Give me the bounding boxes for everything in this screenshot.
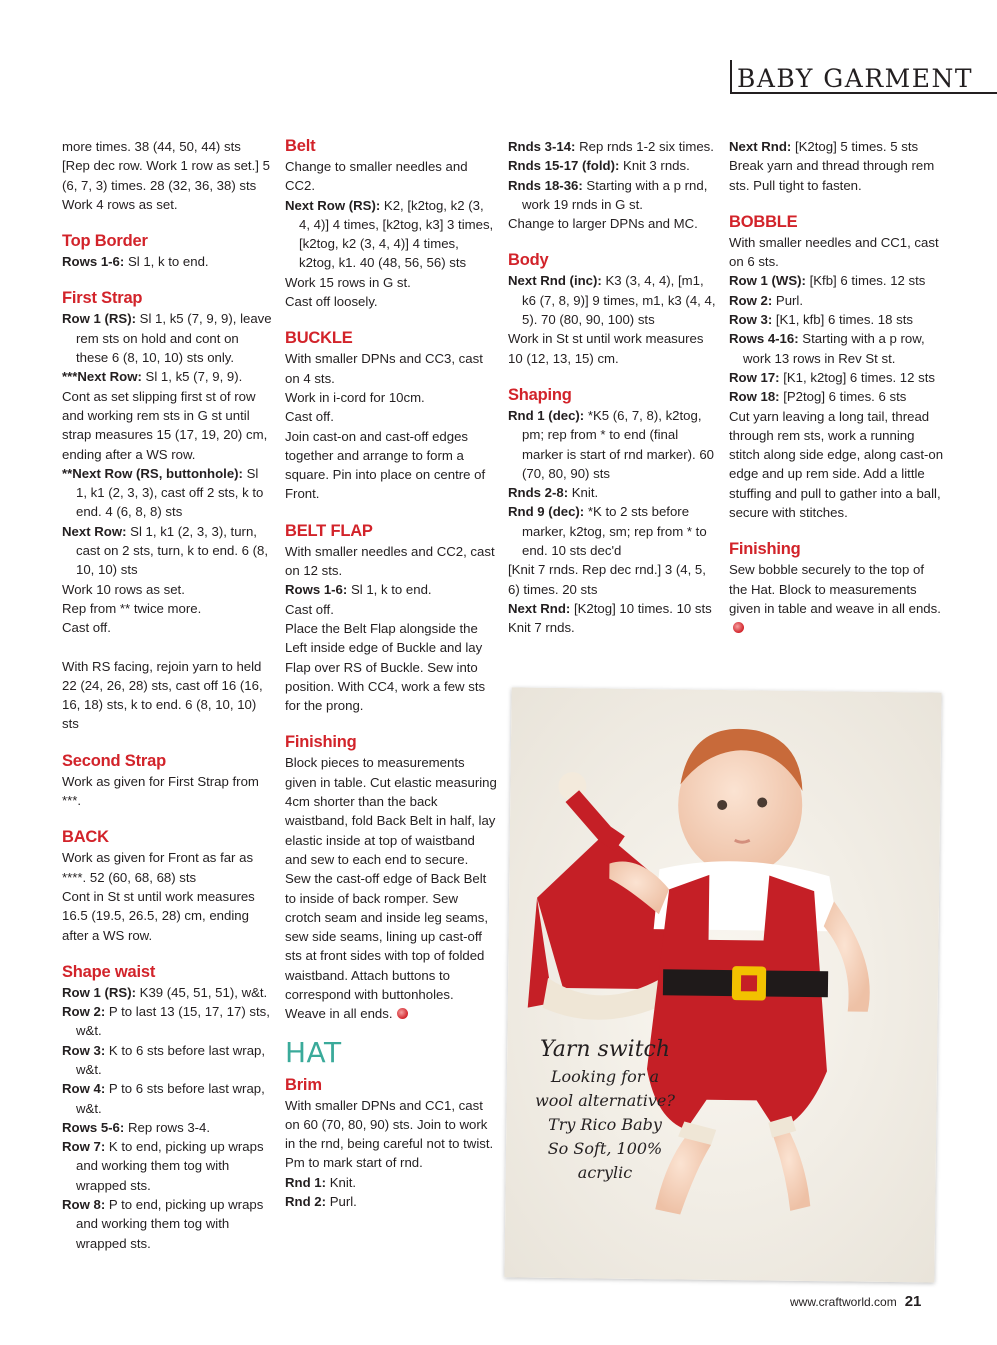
- instruction-row: Row 3: K to 6 sts before last wrap, w&t.: [62, 1042, 266, 1077]
- paragraph: Cast off.: [62, 620, 111, 636]
- heading-hat: HAT: [285, 1035, 342, 1069]
- column-3: [508, 137, 718, 638]
- instruction-row: Row 1 (RS): K39 (45, 51, 51), w&t.: [62, 984, 268, 1000]
- paragraph: Work in St st until work measures 10 (12, 13, 15) cm.: [508, 331, 704, 366]
- instruction-row: Next Rnd (inc): K3 (3, 4, 4), [m1, k6 (7, 8, 9)] 9 times, m1, k3 (4, 4, 5). 70 (80, 90, 100) sts: [508, 273, 716, 328]
- instruction-row: Row 4: P to 6 sts before last wrap, w&t.: [62, 1081, 265, 1116]
- paragraph: Work 10 rows as set.: [62, 581, 185, 597]
- section-title: BABY GARMENT: [737, 64, 974, 93]
- paragraph: Cut yarn leaving a long tail, thread through rem sts, work a running stitch along side edge, along cast-on edge and up rem side. Add a little stuffing and pull to gather into a ball, secure with stitches.: [729, 408, 944, 521]
- instruction-row: ***Next Row: Sl 1, k5 (7, 9, 9).: [62, 369, 243, 385]
- paragraph: Work as given for First Strap from ***.: [62, 773, 259, 809]
- paragraph: Break yarn and thread through rem sts. Pull tight to fasten.: [729, 158, 935, 193]
- page-number: 21: [904, 1293, 922, 1310]
- instruction-row: Row 1 (RS): Sl 1, k5 (7, 9, 9), leave rem sts on hold and cont on these 6 (8, 10, 10) sts only.: [62, 311, 272, 366]
- heading-back: BACK: [62, 828, 109, 847]
- instruction-row: Next Row: Sl 1, k1 (2, 3, 3), turn, cast on 2 sts, turn, k to end. 6 (8, 10, 10) sts: [62, 523, 269, 578]
- heading-first-strap: First Strap: [62, 289, 143, 308]
- heading-bobble: BOBBLE: [729, 212, 798, 231]
- instruction-row: Rnds 3-14: Rep rnds 1-2 six times.: [508, 139, 714, 154]
- instruction-row: Rnd 2: Purl.: [285, 1194, 357, 1210]
- column-2: [285, 137, 497, 1211]
- paragraph: Work in i-cord for 10cm.: [285, 389, 425, 405]
- instruction-row: Row 2: P to last 13 (15, 17, 17) sts, w&t.: [62, 1004, 270, 1039]
- instruction-row: Row 2: Purl.: [729, 292, 804, 308]
- yarn-switch-line: acrylic: [577, 1163, 633, 1182]
- instruction-row: Rows 4-16: Starting with a p row, work 13 rows in Rev St st.: [729, 331, 925, 366]
- paragraph: Sew bobble securely to the top of the Hat. Block to measurements given in table and weave in all ends.: [729, 560, 944, 637]
- instruction-row: Rnd 1: Knit.: [285, 1174, 357, 1190]
- paragraph: Change to smaller needles and CC2.: [285, 159, 468, 194]
- instruction-row: Row 7: K to end, picking up wraps and working them tog with wrapped sts.: [62, 1139, 264, 1193]
- paragraph: With RS facing, rejoin yarn to held 22 (24, 26, 28) sts, cast off 16 (16, 16, 18) sts, k to end. 6 (8, 10, 10) sts: [62, 658, 263, 732]
- paragraph: With smaller needles and CC1, cast on 6 sts.: [729, 234, 939, 270]
- yarn-switch-line: Looking for a: [550, 1067, 660, 1086]
- instruction-row: Rows 1-6: Sl 1, k to end.: [62, 254, 209, 270]
- heading-belt: Belt: [285, 137, 316, 155]
- instruction-row: Rnd 1 (dec): *K5 (6, 7, 8), k2tog, pm; rep from * to end (final marker is start of rnd marker). 60 (70, 80, 90) sts: [508, 407, 714, 481]
- paragraph: Place the Belt Flap alongside the Left inside edge of Buckle and lay Flap over RS of Buckle. Sew into position. With CC4, work a few sts for the prong.: [285, 620, 486, 714]
- paragraph: With smaller DPNs and CC3, cast on 4 sts.: [285, 351, 483, 386]
- heading-finishing: Finishing: [285, 733, 357, 752]
- baby-photo: [504, 687, 941, 1282]
- paragraph: Join cast-on and cast-off edges together and arrange to form a square. Pin into place on centre of Front.: [285, 428, 486, 502]
- instruction-row: Row 1 (WS): [Kfb] 6 times. 12 sts: [729, 273, 926, 289]
- paragraph: Cont as set slipping first st of row and working rem sts in G st until strap measures 15 (17, 19, 20) cm, ending after a WS row.: [62, 388, 268, 462]
- footer-url[interactable]: www.craftworld.com: [790, 1295, 897, 1309]
- heading-brim: Brim: [285, 1075, 322, 1094]
- page-footer: [790, 1293, 921, 1310]
- instruction-row: Rnds 18-36: Starting with a p rnd, work 19 rnds in G st.: [508, 177, 708, 212]
- heading-body: Body: [508, 251, 549, 270]
- instruction-row: **Next Row (RS, buttonhole): Sl 1, k1 (2, 3, 3), cast off 2 sts, k to end. 4 (6, 8, 8) sts: [62, 465, 264, 520]
- heading-shape-waist: Shape waist: [62, 962, 156, 981]
- instruction-row: Rnd 9 (dec): *K to 2 sts before marker, k2tog, sm; rep from * to end. 10 sts dec'd: [508, 504, 707, 559]
- heading-second-strap: Second Strap: [62, 751, 166, 770]
- paragraph: Cast off.: [285, 409, 334, 425]
- header-rule-tick: [730, 60, 732, 94]
- yarn-switch-line: Try Rico Baby: [548, 1115, 662, 1134]
- paragraph: Work as given for Front as far as ****. 52 (60, 68, 68) sts: [62, 850, 254, 885]
- paragraph: [Knit 7 rnds. Rep dec rnd.] 3 (4, 5, 6) times. 20 sts: [508, 562, 706, 597]
- column-4: [729, 137, 944, 638]
- instruction-row: Next Rnd: [K2tog] 5 times. 5 sts: [729, 139, 919, 154]
- paragraph: Cast off loosely.: [285, 294, 378, 310]
- paragraph: Work 4 rows as set.: [62, 196, 178, 212]
- paragraph: [Rep dec row. Work 1 row as set.] 5 (6, 7, 3) times. 28 (32, 36, 38) sts: [62, 158, 270, 193]
- paragraph: Change to larger DPNs and MC.: [508, 216, 698, 232]
- instruction-row: Row 17: [K1, k2tog] 6 times. 12 sts: [729, 369, 935, 385]
- heading-belt-flap: BELT FLAP: [285, 521, 373, 540]
- instruction-row: Rnds 2-8: Knit.: [508, 485, 599, 501]
- instruction-row: Next Rnd: [K2tog] 10 times. 10 sts: [508, 600, 712, 616]
- yarn-switch-title: Yarn switch: [539, 1037, 671, 1062]
- paragraph: Knit 7 rnds.: [508, 620, 575, 636]
- column-1: [62, 137, 272, 1253]
- heading-shaping: Shaping: [508, 385, 572, 404]
- heading-finishing: Finishing: [729, 540, 801, 559]
- paragraph: Block pieces to measurements given in table. Cut elastic measuring 4cm shorter than the back waistband, fold Back Belt in half, lay elastic inside at top of waistband and sew to each end to secure. Sew the cast-off edge of Back Belt to inside of back romper. Sew crotch seam and inside leg seams, sew side seams, lining up cast-off sts at front sides with top of folded waistband. Attach buttons to correspond with buttonholes. Weave in all ends.: [285, 755, 497, 1022]
- paragraph: more times. 38 (44, 50, 44) sts: [62, 139, 241, 154]
- paragraph: Cont in St st until work measures 16.5 (19.5, 26.5, 28) cm, ending after a WS row.: [62, 888, 255, 943]
- heading-top-border: Top Border: [62, 232, 148, 251]
- instruction-row: Row 3: [K1, kfb] 6 times. 18 sts: [729, 312, 913, 328]
- instruction-row: Row 8: P to end, picking up wraps and working them tog with wrapped sts.: [62, 1197, 264, 1251]
- paragraph: With smaller DPNs and CC1, cast on 60 (70, 80, 90) sts. Join to work in the rnd, being careful not to twist. Pm to mark start of rnd.: [285, 1097, 494, 1171]
- paragraph: Work 15 rows in G st.: [285, 274, 411, 290]
- yarn-switch-line: So Soft, 100%: [547, 1139, 663, 1158]
- paragraph: With smaller needles and CC2, cast on 12 sts.: [285, 543, 495, 579]
- heading-buckle: BUCKLE: [285, 329, 353, 348]
- yarn-switch-line: wool alternative?: [535, 1091, 675, 1110]
- yarn-switch-note: [530, 1035, 680, 1185]
- yarn-ball-end-icon: [397, 1008, 408, 1019]
- yarn-ball-end-icon: [733, 622, 744, 633]
- instruction-row: Rnds 15-17 (fold): Knit 3 rnds.: [508, 158, 690, 174]
- instruction-row: Rows 1-6: Sl 1, k to end.: [285, 582, 432, 598]
- paragraph: Rep from ** twice more.: [62, 600, 202, 616]
- baby-in-santa-romper-illustration: [504, 687, 941, 1282]
- instruction-row: Row 18: [P2tog] 6 times. 6 sts: [729, 389, 907, 405]
- paragraph: Cast off.: [285, 601, 334, 617]
- instruction-row: Rows 5-6: Rep rows 3-4.: [62, 1119, 211, 1135]
- instruction-row: Next Row (RS): K2, [k2tog, k2 (3, 4, 4)] 4 times, [k2tog, k3] 3 times, [k2tog, k2 (3, 4, 4)] 4 times, k2tog, k1. 40 (48, 56, 56) sts: [285, 197, 494, 271]
